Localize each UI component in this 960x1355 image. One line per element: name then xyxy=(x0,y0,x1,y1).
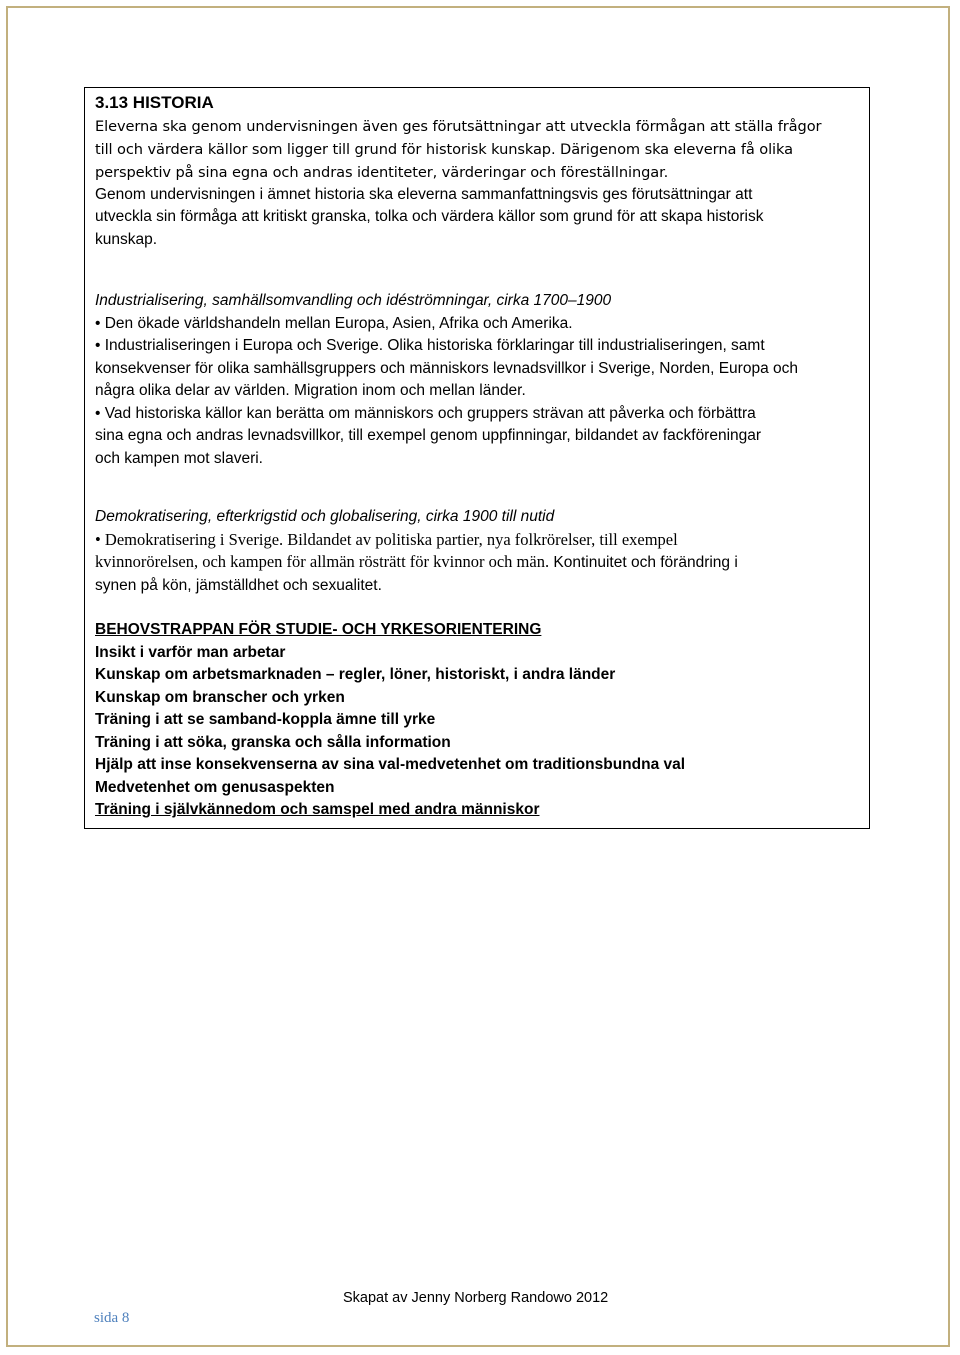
democratisation-paragraph xyxy=(95,529,859,598)
career-item: Kunskap om branscher och yrken xyxy=(95,688,345,706)
industrialisation-list xyxy=(95,313,859,471)
content-box xyxy=(84,87,870,829)
career-item: Hjälp att inse konsekvenserna av sina val-medvetenhet om traditionsbundna val xyxy=(95,756,686,773)
industrialisation-heading: Industrialisering, samhällsomvandling och idéströmningar, cirka 1700–1900 xyxy=(95,292,612,309)
list-line: • Industrialiseringen i Europa och Sverige. Olika historiska förklaringar till industrialiseringen, samt xyxy=(95,337,765,354)
career-item: Medvetenhet om genusaspekten xyxy=(95,778,335,796)
intro-line: perspektiv på sina egna och andras identiteter, värderingar och föreställningar. xyxy=(95,163,669,181)
intro-line: till och värdera källor som ligger till grund för historisk kunskap. Därigenom ska eleverna få olika xyxy=(95,140,793,158)
career-list xyxy=(95,619,859,822)
list-line: sina egna och andras levnadsvillkor, till exempel genom uppfinningar, bildandet av fackföreningar xyxy=(95,427,762,444)
democratisation-serif-text: kvinnorörelsen, och kampen för allmän rösträtt för kvinnor och män. xyxy=(95,552,550,571)
democratisation-heading: Demokratisering, efterkrigstid och globalisering, cirka 1900 till nutid xyxy=(95,508,555,525)
summary-line: Genom undervisningen i ämnet historia ska eleverna sammanfattningsvis ges förutsättningar att xyxy=(95,185,753,203)
career-item: Träning i att se samband-koppla ämne till yrke xyxy=(95,711,436,728)
career-item: Insikt i varför man arbetar xyxy=(95,643,286,661)
democratisation-line xyxy=(95,551,859,575)
democratisation-text: Kontinuitet och förändring i xyxy=(549,554,738,571)
career-item: Träning i att söka, granska och sålla information xyxy=(95,733,451,751)
footer-author: Skapat av Jenny Norberg Randowo 2012 xyxy=(343,1290,609,1306)
list-line: konsekvenser för olika samhällsgruppers och människors levnadsvillkor i Sverige, Norden, Europa och xyxy=(95,359,799,377)
career-heading: BEHOVSTRAPPAN FÖR STUDIE- OCH YRKESORIENTERING xyxy=(95,621,542,638)
list-line: och kampen mot slaveri. xyxy=(95,449,263,467)
section-title: 3.13 HISTORIA xyxy=(95,93,214,112)
career-item: Kunskap om arbetsmarknaden – regler, löner, historiskt, i andra länder xyxy=(95,666,616,683)
democratisation-line: synen på kön, jämställdhet och sexualitet. xyxy=(95,576,382,594)
summary-paragraph xyxy=(95,184,859,252)
summary-line: utveckla sin förmåga att kritiskt granska, tolka och värdera källor som grund för att skapa historisk xyxy=(95,208,764,225)
page-number: sida 8 xyxy=(94,1310,130,1326)
list-line: några olika delar av världen. Migration inom och mellan länder. xyxy=(95,382,526,399)
summary-line: kunskap. xyxy=(95,230,158,248)
intro-paragraph xyxy=(95,115,859,184)
list-line: • Vad historiska källor kan berätta om människors och gruppers strävan att påverka och förbättra xyxy=(95,404,756,422)
democratisation-line: • Demokratisering i Sverige. Bildandet av politiska partier, nya folkrörelser, till exempel xyxy=(95,529,678,549)
list-line: • Den ökade världshandeln mellan Europa, Asien, Afrika och Amerika. xyxy=(95,314,573,332)
intro-line: Eleverna ska genom undervisningen även ges förutsättningar att utveckla förmågan att ställa frågor xyxy=(95,117,822,135)
career-item: Träning i självkännedom och samspel med andra människor xyxy=(95,801,540,818)
